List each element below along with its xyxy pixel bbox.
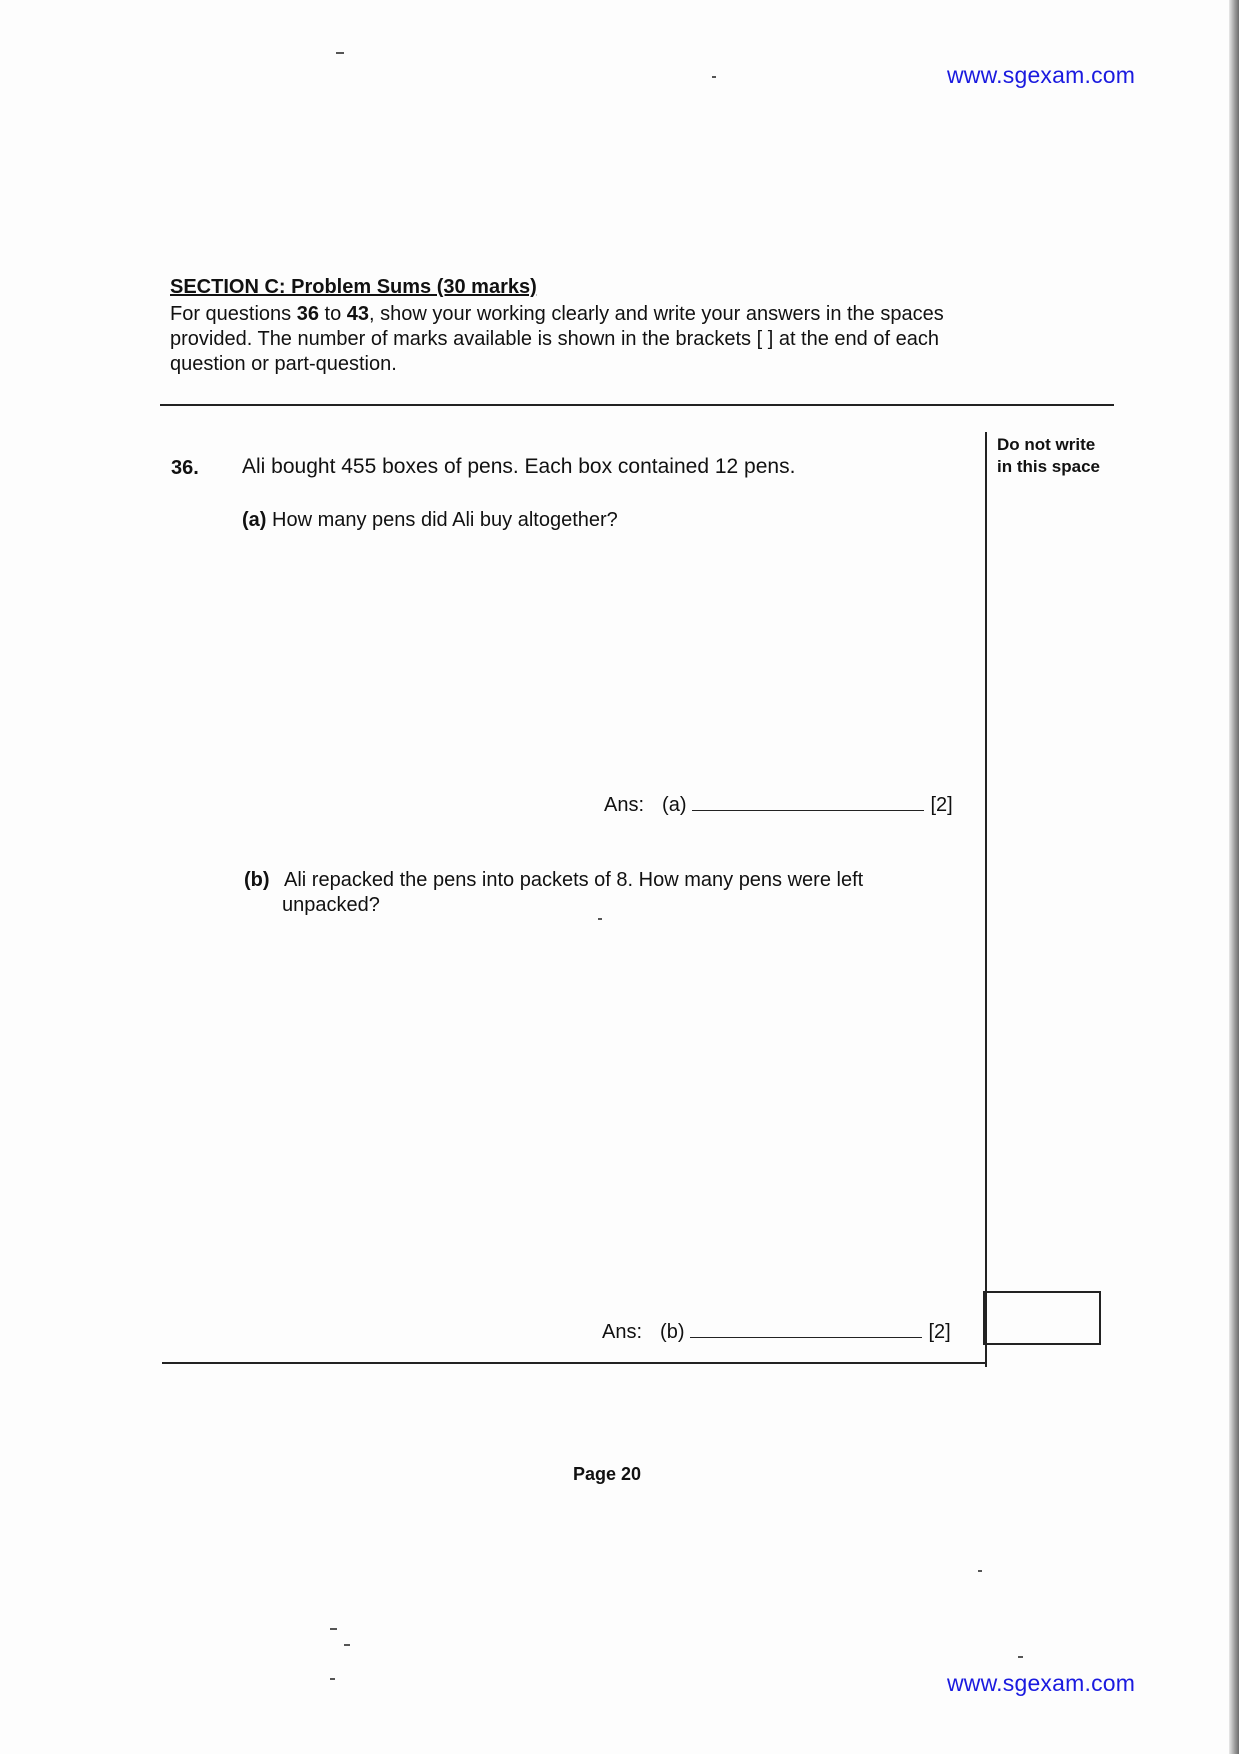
margin-column-divider bbox=[985, 432, 987, 1367]
answer-b-part: (b) bbox=[660, 1321, 685, 1343]
part-b-text-line1: Ali repacked the pens into packets of 8. How many pens were left bbox=[284, 869, 864, 891]
margin-note-line1: Do not write bbox=[997, 435, 1096, 454]
instructions-question-from: 36 bbox=[296, 303, 319, 325]
part-a-text: How many pens did Ali buy altogether? bbox=[272, 509, 618, 531]
answer-b-field[interactable] bbox=[690, 1319, 922, 1338]
answer-b-marks: [2] bbox=[928, 1321, 951, 1343]
margin-note-line2: in this space bbox=[997, 457, 1100, 476]
scan-speck bbox=[712, 76, 716, 78]
scan-speck bbox=[1018, 1656, 1023, 1658]
section-divider-top bbox=[160, 404, 1114, 406]
scan-speck bbox=[330, 1678, 335, 1680]
instructions-question-to: 43 bbox=[346, 303, 370, 325]
scan-speck bbox=[336, 52, 344, 54]
scan-speck bbox=[598, 918, 602, 920]
instructions-text-2: to bbox=[318, 303, 347, 325]
marks-box[interactable] bbox=[983, 1291, 1101, 1345]
watermark-bottom[interactable]: www.sgexam.com bbox=[947, 1670, 1136, 1696]
answer-a-field[interactable] bbox=[692, 792, 924, 811]
scan-speck bbox=[330, 1628, 337, 1630]
instructions-text-1: For questions bbox=[170, 303, 297, 325]
part-a-question bbox=[242, 508, 618, 533]
section-instructions bbox=[170, 302, 960, 377]
answer-a-marks: [2] bbox=[930, 794, 953, 816]
answer-a-part: (a) bbox=[662, 794, 687, 816]
page-number: Page 20 bbox=[573, 1464, 642, 1484]
question-number: 36. bbox=[171, 457, 199, 479]
section-divider-bottom bbox=[162, 1362, 986, 1364]
answer-a-label: Ans: bbox=[604, 794, 645, 816]
part-b-label: (b) bbox=[244, 869, 270, 891]
scan-speck bbox=[978, 1570, 982, 1572]
watermark-top[interactable]: www.sgexam.com bbox=[947, 62, 1136, 88]
part-b-question bbox=[244, 868, 944, 918]
part-b-text-line2: unpacked? bbox=[282, 894, 380, 916]
answer-line-b bbox=[602, 1319, 951, 1344]
margin-note bbox=[997, 434, 1117, 478]
answer-line-a bbox=[604, 792, 953, 817]
page-edge-shadow bbox=[1229, 0, 1239, 1754]
instructions-text-3: , show your working clearly and write your answers in the spaces provided. The number of marks available is shown in the brackets [ ] at the end of each question or part-question. bbox=[170, 303, 944, 375]
part-a-label: (a) bbox=[242, 509, 267, 531]
answer-b-label: Ans: bbox=[602, 1321, 643, 1343]
scan-speck bbox=[344, 1644, 350, 1646]
question-stem: Ali bought 455 boxes of pens. Each box contained 12 pens. bbox=[242, 455, 796, 478]
section-title: SECTION C: Problem Sums (30 marks) bbox=[170, 276, 537, 298]
